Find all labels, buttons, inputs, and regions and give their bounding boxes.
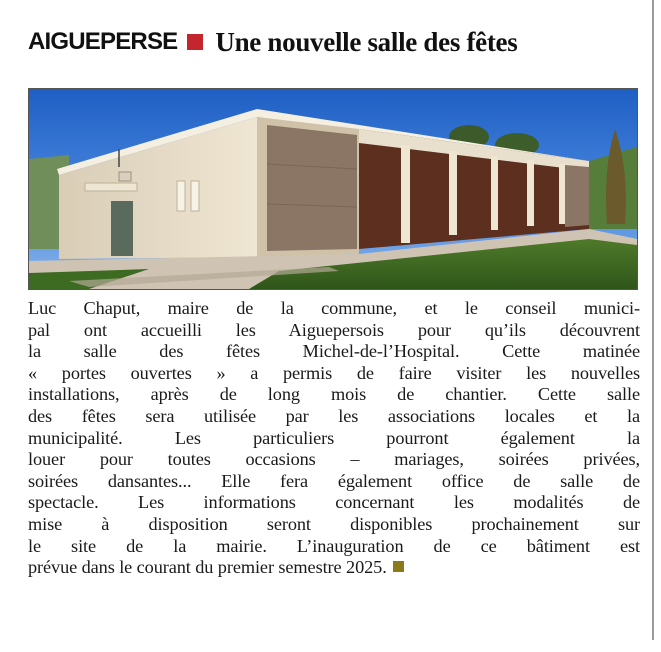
column-rule [652, 0, 654, 640]
article-line: « portes ouvertes » a permis de faire visiter les nouvelles [28, 362, 640, 383]
article-photo [28, 88, 638, 290]
article-last-line [28, 557, 640, 579]
red-square-icon [187, 34, 203, 50]
article-line: louer pour toutes occasions – mariages, soirées privées, [28, 449, 640, 470]
article-title: Une nouvelle salle des fêtes [215, 26, 518, 57]
article-line: Luc Chaput, maire de la commune, et le conseil munici- [28, 298, 640, 318]
building-illustration [29, 89, 637, 289]
article-body [28, 298, 640, 579]
article-line: installations, après de long mois de chantier. Cette salle [28, 384, 640, 405]
kicker-town: AIGUEPERSE [28, 28, 178, 55]
article-line: mise à disposition seront disponibles prochainement sur [28, 513, 640, 534]
article-line: spectacle. Les informations concernant les modalités de [28, 492, 640, 513]
end-square-icon [393, 561, 404, 572]
article-line: municipalité. Les particuliers pourront également la [28, 427, 640, 448]
article-line: la salle des fêtes Michel-de-l’Hospital. Cette matinée [28, 341, 640, 362]
article-line: des fêtes sera utilisée par les associations locales et la [28, 405, 640, 426]
article-line: le site de la mairie. L’inauguration de ce bâtiment est [28, 535, 640, 556]
headline [28, 22, 643, 62]
article-line: pal ont accueilli les Aiguepersois pour qu’ils découvrent [28, 319, 640, 340]
article-line: soirées dansantes... Elle fera également office de salle de [28, 470, 640, 491]
article-line: prévue dans le courant du premier semestre 2025. [28, 557, 387, 578]
